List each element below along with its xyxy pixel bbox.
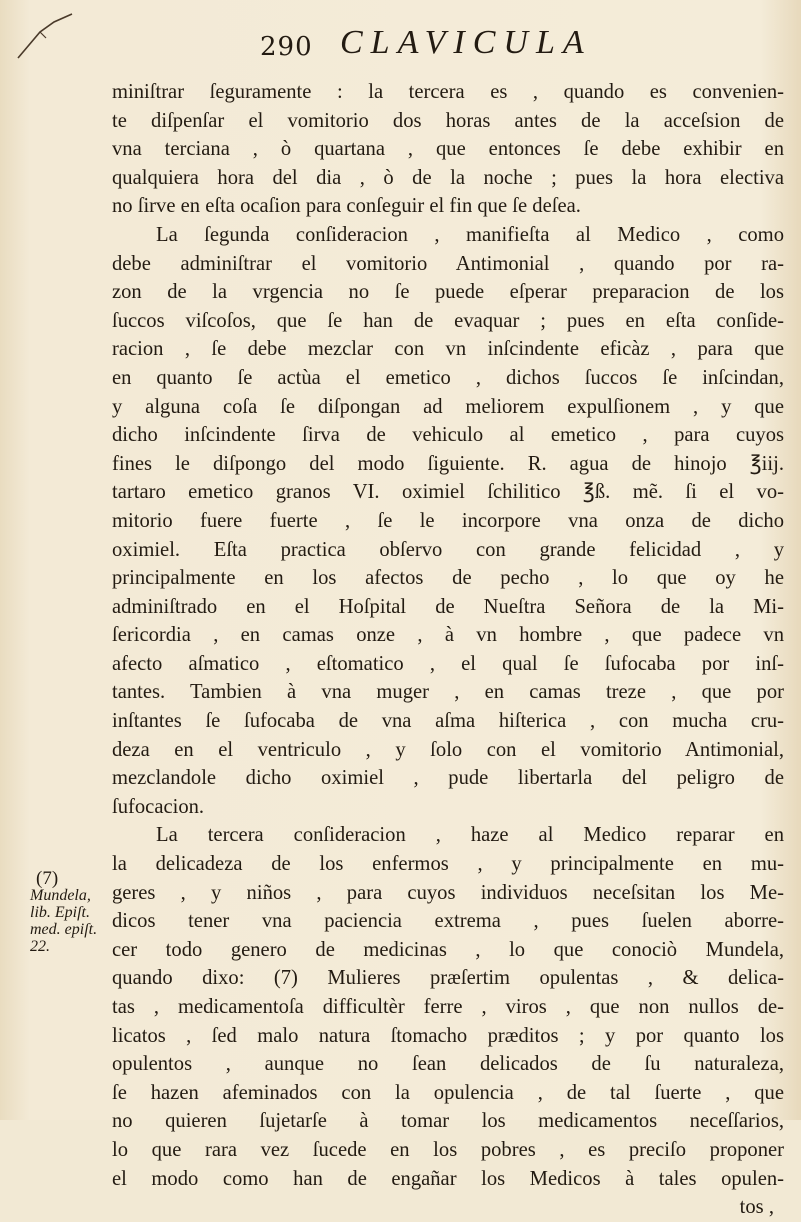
text-line: mitorio fuere fuerte , ſe le incorpore vna onza de dicho <box>112 509 784 532</box>
text-line: y alguna coſa ſe diſpongan ad meliorem expulſionem , y que <box>112 395 784 418</box>
text-line: La tercera conſideracion , haze al Medico reparar en <box>156 824 784 847</box>
text-line: vna terciana , ò quartana , que entonces ſe debe exhibir en <box>112 138 784 161</box>
text-line: ſericordia , en camas onze , à vn hombre , que padece vn <box>112 624 784 647</box>
text-line: debe adminiſtrar el vomitorio Antimonial , quando por ra- <box>112 252 784 275</box>
page-number: 290 <box>260 32 313 62</box>
text-line: ſufocacion. <box>112 795 205 818</box>
text-line: no ſirve en eſta ocaſion para conſeguir el fin que ſe deſea. <box>112 195 581 218</box>
text-line: tartaro emetico granos VI. oximiel ſchilitico ℥ß. mẽ. ſi el vo- <box>112 481 784 504</box>
running-title: CLAVICULA <box>340 24 592 61</box>
text-line: mezclandole dicho oximiel , pude libertarla del peligro de <box>112 767 784 790</box>
text-line: lo que rara vez ſucede en los pobres , es preciſo proponer <box>112 1138 784 1161</box>
text-line: la delicadeza de los enfermos , y principalmente en mu- <box>112 853 784 876</box>
text-line: zon de la vrgencia no ſe puede eſperar preparacion de los <box>112 281 784 304</box>
text-line: geres , y niños , para cuyos individuos neceſsitan los Me- <box>112 881 784 904</box>
text-line: el modo como han de engañar los Medicos à tales opulen- <box>112 1167 784 1190</box>
margin-note-line: 22. <box>30 938 50 955</box>
text-line: dicos tener vna paciencia extrema , pues ſuelen aborre- <box>112 910 784 933</box>
text-line: oximiel. Eſta practica obſervo con grande felicidad , y <box>112 538 784 561</box>
text-line: cer todo genero de medicinas , lo que conociò Mundela, <box>112 938 784 961</box>
text-line: adminiſtrado en el Hoſpital de Nueſtra Señora de la Mi- <box>112 595 784 618</box>
text-line: principalmente en los afectos de pecho , lo que oy he <box>112 567 784 590</box>
text-line: qualquiera hora del dia , ò de la noche ; pues la hora electiva <box>112 166 784 189</box>
corner-pen-mark <box>10 8 80 63</box>
text-line: deza en el ventriculo , y ſolo con el vomitorio Antimonial, <box>112 738 784 761</box>
margin-note-marker: (7) <box>36 868 59 889</box>
text-line: licatos , ſed malo natura ſtomacho præditos ; y por quanto los <box>112 1024 784 1047</box>
text-line: te diſpenſar el vomitorio dos horas antes de la acceſsion de <box>112 109 784 132</box>
text-line: La ſegunda conſideracion , manifieſta al Medico , como <box>156 223 784 246</box>
margin-note-line: Mundela, <box>30 887 91 904</box>
catchword: tos , <box>739 1196 774 1219</box>
body-text <box>112 78 784 1222</box>
text-line: no quieren ſujetarſe à tomar los medicamentos neceſſarios, <box>112 1110 784 1133</box>
text-line: fines le diſpongo del modo ſiguiente. R. agua de hinojo ℥iij. <box>112 452 784 475</box>
margin-note <box>30 870 110 955</box>
text-line: quando dixo: (7) Mulieres præſertim opulentas , & delica- <box>112 967 784 990</box>
text-line: opulentos , aunque no ſean delicados de ſu naturaleza, <box>112 1053 784 1076</box>
text-line: inſtantes ſe ſufocaba de vna aſma hiſterica , con mucha cru- <box>112 710 784 733</box>
text-line: tas , medicamentoſa difficultèr ferre , viros , que non nullos de- <box>112 996 784 1018</box>
margin-note-line: lib. Epiſt. <box>30 904 90 921</box>
margin-note-line: med. epiſt. <box>30 921 98 938</box>
text-line: afecto aſmatico , eſtomatico , el qual ſe ſufocaba por inſ- <box>112 652 784 675</box>
text-line: ſuccos viſcoſos, que ſe han de evaquar ; pues en eſta conſide- <box>112 309 784 332</box>
text-line: en quanto ſe actùa el emetico , dichos ſuccos ſe inſcindan, <box>112 366 784 389</box>
text-line: ſe hazen afeminados con la opulencia , de tal ſuerte , que <box>112 1081 784 1104</box>
text-line: tantes. Tambien à vna muger , en camas treze , que por <box>112 681 784 704</box>
text-line: racion , ſe debe mezclar con vn inſcindente eficàz , para que <box>112 338 784 361</box>
text-line: miniſtrar ſeguramente : la tercera es , quando es convenien- <box>112 81 784 103</box>
text-line: dicho inſcindente ſirva de vehiculo al emetico , para cuyos <box>112 424 784 447</box>
